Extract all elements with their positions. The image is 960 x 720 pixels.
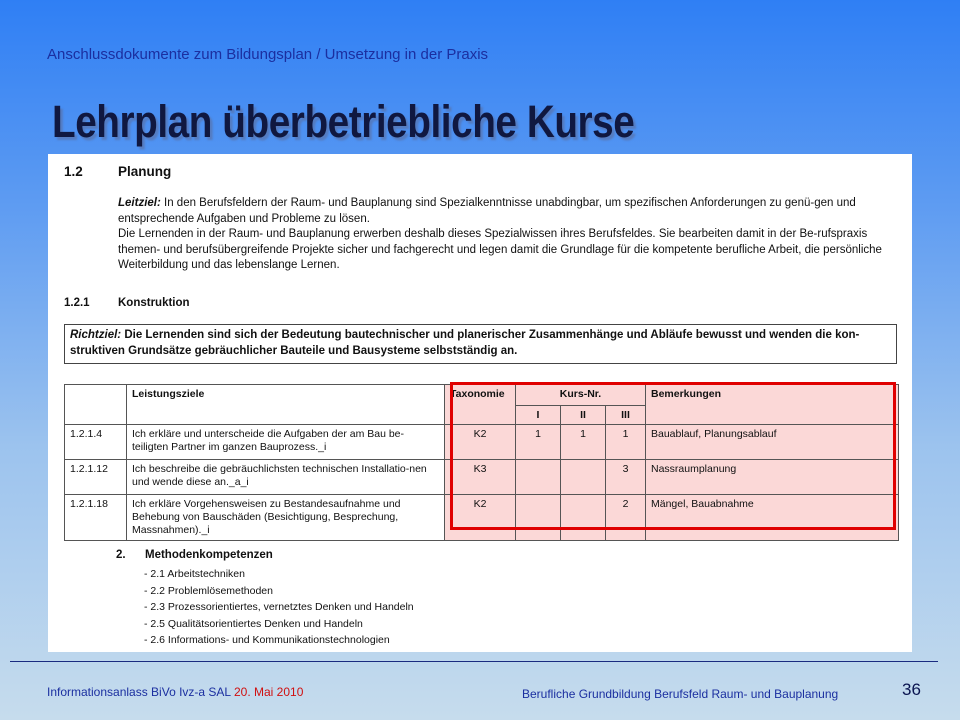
section-number: 1.2 [64,164,83,179]
row-bemerkung: Bauablauf, Planungsablauf [646,425,899,460]
list-item: - 2.6 Informations- und Kommunikationstechnologien [144,634,390,646]
table-row [65,425,899,460]
richtziel-text: Die Lernenden sind sich der Bedeutung bautechnischer und planerischer Zusammenhänge und Abläufe bewusst und wenden die kon-struktiven Grundsätze gebräuchlicher Bauteile und Bausysteme selbstständig an. [70,329,860,357]
row-bemerkung: Mängel, Bauabnahme [646,495,899,541]
table-header-row [65,385,899,406]
methoden-list [144,566,414,649]
row-kurs-2: 1 [561,425,606,460]
row-taxonomie: K2 [445,495,516,541]
header-kurs-nr: Kurs-Nr. [516,385,646,406]
header-kurs-1: I [516,406,561,425]
row-text: Ich beschreibe die gebräuchlichsten technischen Installatio-nen und wende diese an._a_i [127,460,445,495]
footer-right: Berufliche Grundbildung Berufsfeld Raum- und Bauplanung [522,687,839,701]
header-leistungsziele: Leistungsziele [127,385,445,425]
header-caption: Anschlussdokumente zum Bildungsplan / Umsetzung in der Praxis [47,46,489,63]
list-item: - 2.3 Prozessorientiertes, vernetztes Denken und Handeln [144,601,414,613]
header-id [65,385,127,425]
table-row [65,460,899,495]
row-kurs-1 [516,495,561,541]
row-bemerkung: Nassraumplanung [646,460,899,495]
leitziel-label: Leitziel: [118,197,161,209]
row-text: Ich erkläre und unterscheide die Aufgaben der am Bau be-teiligten Partner im ganzen Bauprozess._i [127,425,445,460]
row-id: 1.2.1.4 [65,425,127,460]
richtziel-label: Richtziel: [70,329,122,341]
header-bemerkungen: Bemerkungen [646,385,899,425]
header-kurs-2: II [561,406,606,425]
slide-title: Lehrplan überbetriebliche Kurse [52,96,635,147]
page-number: 36 [902,680,921,699]
row-kurs-3: 1 [606,425,646,460]
row-text: Ich erkläre Vorgehensweisen zu Bestandesaufnahme und Behebung von Bauschäden (Besichtigung, Besprechung, Massnahmen)._i [127,495,445,541]
table-row [65,495,899,541]
leitziel-paragraph-1 [118,196,888,227]
row-kurs-2 [561,460,606,495]
row-id: 1.2.1.12 [65,460,127,495]
footer-divider [10,661,938,662]
richtziel-box [64,324,897,364]
row-kurs-1 [516,460,561,495]
document-scan [48,154,912,652]
header-taxonomie: Taxonomie [445,385,516,425]
leitziel-paragraph-2: Die Lernenden in der Raum- und Bauplanung erwerben deshalb dieses Spezialwissen ihres Berufsfeldes. Sie bearbeiten damit in der Be-rufspraxis themen- und berufsübergreifende Projekte sicher und fachgerecht und legen damit die Grundlage für die kompetente berufliche Arbeit, die persönliche Weiterbildung und das lebenslange Lernen. [118,228,882,271]
methoden-number: 2. [116,549,126,561]
leistungsziele-table [64,384,899,541]
footer-left [47,685,303,699]
row-kurs-3: 3 [606,460,646,495]
leitziel-block [118,196,888,274]
header-kurs-3: III [606,406,646,425]
list-item: - 2.2 Problemlösemethoden [144,584,273,597]
list-item: - 2.1 Arbeitstechniken [144,568,245,580]
subsection-title: Konstruktion [118,297,190,309]
row-id: 1.2.1.18 [65,495,127,541]
section-title: Planung [118,164,172,179]
row-kurs-3: 2 [606,495,646,541]
row-taxonomie: K2 [445,425,516,460]
row-kurs-2 [561,495,606,541]
methoden-title: Methodenkompetenzen [145,549,273,561]
footer-event: Informationsanlass BiVo Ivz-a SAL [47,685,234,699]
footer-date: 20. Mai 2010 [233,685,304,699]
leitziel-text-1: In den Berufsfeldern der Raum- und Bauplanung sind Spezialkenntnisse unabdingbar, um spezifischen Anforderungen zu genü-gen und entsprechende Aufgaben und Probleme zu lösen. [118,197,856,225]
list-item: - 2.5 Qualitätsorientiertes Denken und Handeln [144,617,363,630]
subsection-number: 1.2.1 [64,297,90,309]
row-kurs-1: 1 [516,425,561,460]
row-taxonomie: K3 [445,460,516,495]
